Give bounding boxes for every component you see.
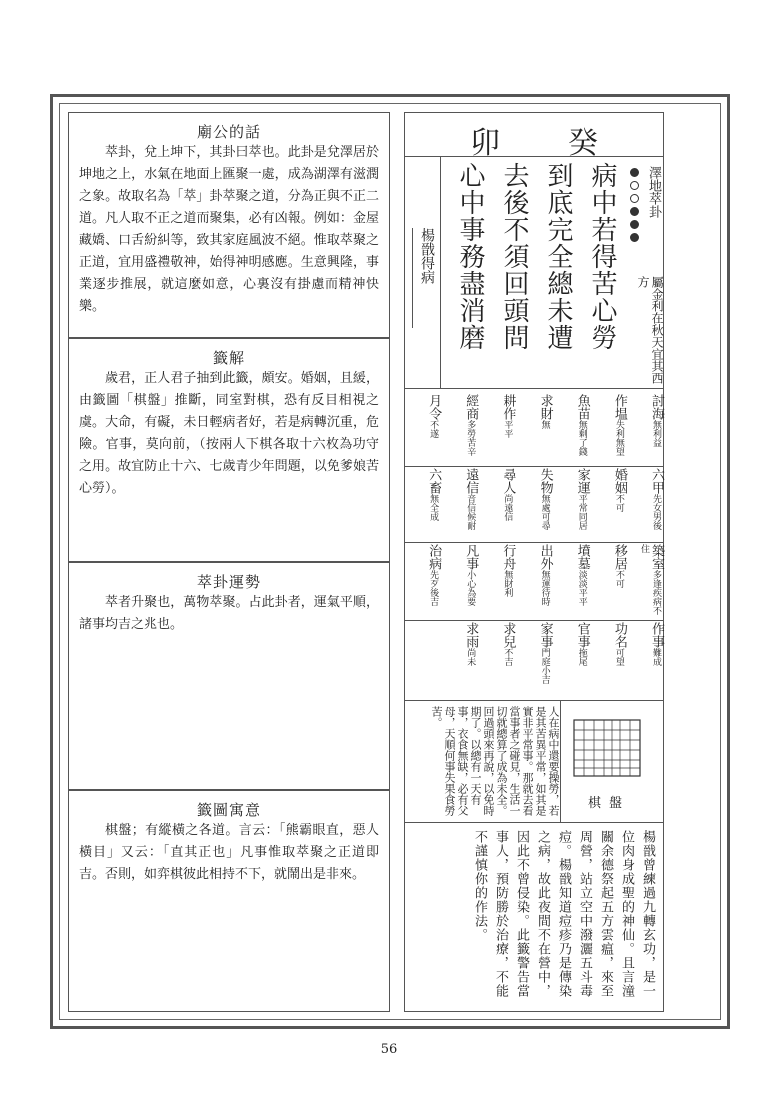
grid-label: 治病 <box>426 544 442 570</box>
grid-value: 平常同居 <box>576 494 587 530</box>
grid-value: 淡淡平平 <box>576 570 587 606</box>
box-fortune <box>68 562 390 790</box>
story-text: 楊戩曾練過九轉玄功，是一位肉身成聖的神仙。且言潼關余德祭起五方雲瘟，來至周營，站立空中潑灑五斗毒痘。楊戩知道痘疹乃是傳染之病，故此夜間不在營中，因此不曾侵染。此籤警告當事人，預防勝於治療，不能不謹慎你的作法。 <box>472 830 655 998</box>
gua-note: 屬金利在秋天宜其西方 <box>636 276 664 384</box>
grid-value: 不可 <box>613 570 624 588</box>
grid-value: 尚未 <box>465 648 476 666</box>
grid-label: 作事 <box>648 622 664 648</box>
grid-label: 家運 <box>574 468 590 494</box>
gua-circles <box>628 166 640 244</box>
poem <box>452 162 620 388</box>
grid-label: 求財 <box>537 394 553 420</box>
gua-name: 澤地萃卦 <box>646 166 661 218</box>
grid-value: 拖尾 <box>576 648 587 666</box>
box-temple-words <box>68 112 390 338</box>
grid-label: 六畜 <box>426 468 442 494</box>
grid-label: 魚苗 <box>574 394 590 420</box>
box-image-meaning <box>68 790 390 1012</box>
grid-cell <box>484 394 515 462</box>
poem-bottom-divider <box>404 388 664 389</box>
grid-cell <box>410 394 441 462</box>
grid-value: 先女男後 <box>650 494 661 530</box>
grid-cell <box>633 394 664 462</box>
grid-value: 音信候耐 <box>465 494 476 530</box>
grid-row-divider <box>404 466 664 467</box>
grid-label: 遠信 <box>463 468 479 494</box>
grid-value: 可望 <box>613 648 624 666</box>
grid-value: 無處可尋 <box>539 494 550 530</box>
grid-value: 無利益 <box>650 420 661 447</box>
grid-cell <box>484 544 515 616</box>
chessboard-image <box>572 718 642 778</box>
yao-circle-4 <box>630 207 639 216</box>
grid-value: 無 <box>539 420 550 429</box>
grid-cell <box>447 544 478 616</box>
grid-label: 求兒 <box>500 622 516 648</box>
grid-cell <box>484 468 515 538</box>
grid-cell <box>596 468 627 538</box>
grid-label: 失物 <box>537 468 553 494</box>
grid-cell <box>596 394 627 462</box>
grid-cell <box>447 622 478 696</box>
image-divider <box>560 700 561 822</box>
image-bottom-divider <box>404 822 664 823</box>
yao-circle-2 <box>630 181 639 190</box>
section-text: 棋盤；有縱橫之各道。言云：「熊霸眼直，惡人橫目」又云：「直其正也」凡事惟取萃聚之正道即吉。否則，如弈棋彼此相持不下，就鬧出是非來。 <box>79 823 379 882</box>
grid-cell <box>596 622 627 696</box>
header-right-char: 癸 <box>568 126 598 161</box>
yao-circle-3 <box>630 194 639 203</box>
image-label: 棋盤 <box>588 796 631 811</box>
yao-circle-5 <box>630 220 639 229</box>
grid-label: 出外 <box>537 544 553 570</box>
poem-line-2: 到底完全總未遭 <box>543 162 573 351</box>
section-title: 籤解 <box>212 349 245 367</box>
grid-cell <box>447 468 478 538</box>
grid-cell <box>521 394 552 462</box>
grid-label: 求雨 <box>463 622 479 648</box>
page-number: 56 <box>380 1042 398 1057</box>
grid-value: 門庭小吉 <box>539 648 550 684</box>
section-text: 萃者升聚也，萬物萃聚。占此卦者，運氣平順，諸事均吉之兆也。 <box>79 595 379 632</box>
header-divider <box>404 156 664 157</box>
box-sign-explain <box>68 338 390 562</box>
grid-cell <box>559 394 590 462</box>
grid-value: 無剩了錢 <box>576 420 587 456</box>
yao-circle-1 <box>630 168 639 177</box>
section-text: 歲君，正人君子抽到此籤，頗安。婚姻，且緩，由籤圖「棋盤」推斷，同室對棋，恐有反目相視之虞。大命，有礙，未日輕病者好，若是病轉沉重，危險。官事，莫向前，（按兩人下棋各取十六枚為功守之用。故宜防止十六、七歲青少年問題，以免爹娘苦心勞）。 <box>79 371 379 496</box>
grid-cell <box>633 544 664 616</box>
grid-cell <box>559 544 590 616</box>
grid-label: 官事 <box>574 622 590 648</box>
grid-value: 無全成 <box>428 494 439 521</box>
grid-cell <box>410 468 441 538</box>
grid-value: 無運待時 <box>539 570 550 606</box>
grid-cell <box>521 468 552 538</box>
grid-label: 墳墓 <box>574 544 590 570</box>
section-title: 籤圖寓意 <box>196 801 261 819</box>
grid-label: 六甲 <box>648 468 664 494</box>
grid-row-divider <box>404 620 664 621</box>
grid-value: 失利無望 <box>613 420 624 456</box>
poem-line-1: 病中若得苦心勞 <box>587 162 617 351</box>
grid-cell <box>521 544 552 616</box>
grid-value: 多逢疾病不住 <box>638 544 661 615</box>
grid-label: 行舟 <box>500 544 516 570</box>
grid-row-divider <box>404 542 664 543</box>
grid-cell <box>596 544 627 616</box>
grid-value: 小心為要 <box>465 570 476 606</box>
section-title: 萃卦運勢 <box>196 573 261 591</box>
poem-divider <box>440 156 441 388</box>
grid-label: 凡事 <box>463 544 479 570</box>
grid-value: 無財利 <box>502 570 513 597</box>
grid-value: 尚遠信 <box>502 494 513 521</box>
grid-label: 經商 <box>463 394 479 420</box>
grid-label: 移居 <box>611 544 627 570</box>
yao-circle-6 <box>630 233 639 242</box>
grid-label: 家事 <box>537 622 553 648</box>
grid-value: 平平 <box>502 420 513 438</box>
grid-cell <box>633 468 664 538</box>
grid-cell <box>447 394 478 462</box>
grid-cell <box>521 622 552 696</box>
grid-label: 討海 <box>648 394 664 420</box>
grid-bottom-divider <box>404 700 664 701</box>
grid-label: 功名 <box>611 622 627 648</box>
grid-cell <box>484 622 515 696</box>
grid-value: 不吉 <box>502 648 513 666</box>
poem-title: 楊戩得病 <box>412 228 437 328</box>
grid-label: 作塭 <box>611 394 627 420</box>
grid-cell <box>633 622 664 696</box>
grid-value: 難成 <box>650 648 661 666</box>
section-title: 廟公的話 <box>196 123 261 141</box>
grid-cell <box>410 544 441 616</box>
poem-line-3: 去後不須回頭問 <box>499 162 529 351</box>
grid-value: 多勞苦辛 <box>465 420 476 456</box>
grid-value: 不遂 <box>428 420 439 438</box>
grid-value: 不可 <box>613 494 624 512</box>
grid-cell <box>559 468 590 538</box>
grid-label: 尋人 <box>500 468 516 494</box>
interpretation-text: 人在病中還要操勞，若是其苦異平常，如其是實非平常事。那就去看當事者之碰見，生活一切就總算了成為未全。回過頭來再說，以免時期了。以總有一天有事，衣食無缺，必有父母，天順何事失果食勞苦。 <box>430 706 560 816</box>
grid-cell <box>559 622 590 696</box>
poem-line-4: 心中事務盡消磨 <box>455 162 485 351</box>
grid-value: 先歹後吉 <box>428 570 439 606</box>
grid-label: 築室 <box>648 544 664 570</box>
grid-label: 耕作 <box>500 394 516 420</box>
header-left-char: 卯 <box>470 126 500 161</box>
section-text: 萃卦，兌上坤下，其卦曰萃也。此卦是兌澤居於坤地之上，水氣在地面上匯聚一處，成為湖澤有滋潤之象。故取名為「萃」卦萃聚之道，分為正與不正二道。凡人取不正之道而聚集，必有凶報。例如：金屋藏嬌、口舌紛糾等，致其家庭風波不絕。惟取萃聚之正道，宜用盛禮敬神，始得神明感應。生意興隆，事業逐步推展，就這麼如意，心裏沒有掛慮而精神快樂。 <box>79 145 379 314</box>
grid-label: 月令 <box>426 394 442 420</box>
grid-label: 婚姻 <box>611 468 627 494</box>
